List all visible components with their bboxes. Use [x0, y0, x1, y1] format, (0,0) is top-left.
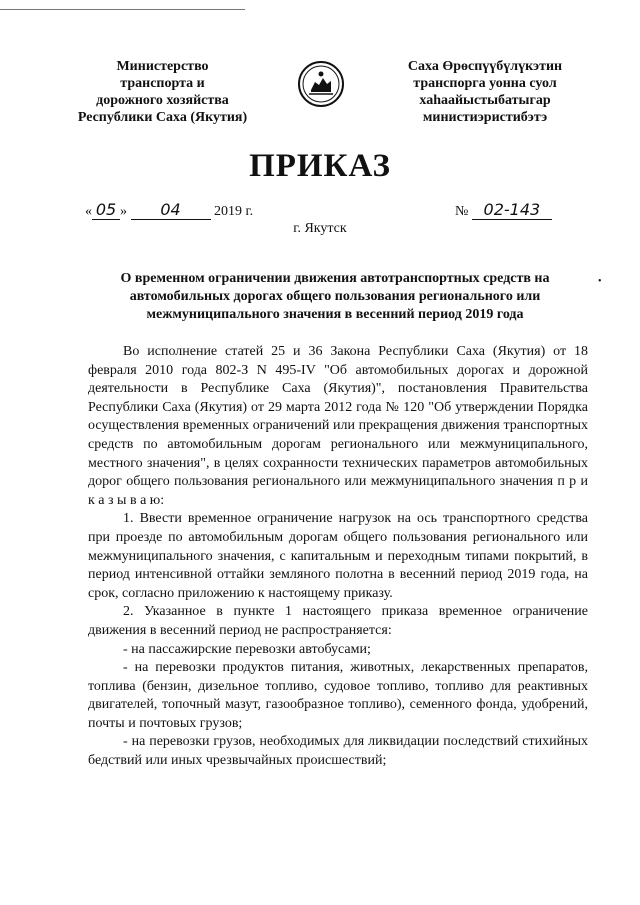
list-item: - на перевозки грузов, необходимых для ликвидации последствий стихийных бедствий или иных чрезвычайных происшествий;	[88, 734, 588, 769]
ministry-name-russian	[55, 58, 270, 126]
ministry-line: Республики Саха (Якутия)	[77, 110, 248, 125]
ministry-name-yakut	[385, 58, 585, 126]
list-item: - на пассажирские перевозки автобусами;	[123, 641, 371, 657]
date-day: 05	[92, 200, 120, 220]
ministry-line: транспорга уонна суол	[413, 76, 557, 91]
ministry-line: хаһаайыстыбатыгар	[419, 93, 551, 108]
ministry-line: Саха Өрөспүүбүлүкэтин	[407, 59, 563, 74]
list-item: - на перевозки продуктов питания, животных, лекарственных препаратов, топлива (бензин, дизельное топливо, судовое топливо, топливо для реактивных двигателей, топочный мазут, газообразное топливо), семенного фонда, удобрений, почты и почтовых грузов;	[88, 660, 588, 731]
ministry-line: транспорта и	[120, 76, 205, 91]
paragraph: 1. Ввести временное ограничение нагрузок на ось транспортного средства при проезде по автомобильным дорогам общего пользования регионального или межмуниципального значения, с капитальным и переходным типами покрытий, в период интенсивной оттайки земляного полотна в весенний период 2019 года, на срок, согласно приложению к настоящему приказу.	[88, 511, 588, 601]
ministry-line: министиэристибэтэ	[422, 110, 548, 125]
date-close-quote: »	[120, 204, 127, 219]
number-value: 02-143	[472, 200, 552, 220]
ministry-line: Министерство	[116, 59, 209, 74]
document-title: ПРИКАЗ	[249, 148, 391, 184]
date-month: 04	[131, 200, 211, 220]
paragraph: Во исполнение статей 25 и 36 Закона Республики Саха (Якутия) от 18 февраля 2010 года 802-З N 495-IV "Об автомобильных дорогах и дорожной деятельности в Республике Саха (Якутия)", постановления Правительства Республики Саха (Якутия) от 29 марта 2012 года № 120 "Об утверждении Порядка осуществления временных ограничений или прекращения движения транспортных средств по автомобильным дорогам регионального или межмуниципального, местного значения", в целях сохранности технических параметров автомобильных дорог общего пользования регионального или межмуниципального значения п р и к а з ы в а ю:	[88, 344, 588, 508]
paragraph: 2. Указанное в пункте 1 настоящего приказа временное ограничение движения в весенний период не распространяется:	[88, 604, 588, 638]
scan-dot: •	[598, 276, 602, 287]
date-open-quote: «	[85, 204, 92, 219]
number-prefix: №	[455, 204, 469, 219]
coat-of-arms-icon	[297, 60, 345, 108]
date-year: 2019 г.	[214, 204, 254, 219]
scan-edge-line	[0, 9, 245, 10]
ministry-line: дорожного хозяйства	[96, 93, 229, 108]
order-body	[88, 343, 588, 771]
order-date	[85, 200, 253, 220]
city: г. Якутск	[293, 221, 347, 236]
order-number	[455, 200, 552, 220]
order-subject: О временном ограничении движения автотранспортных средств на автомобильных дорогах общего пользования регионального или межмуниципального значения в весенний период 2019 года	[120, 271, 550, 322]
